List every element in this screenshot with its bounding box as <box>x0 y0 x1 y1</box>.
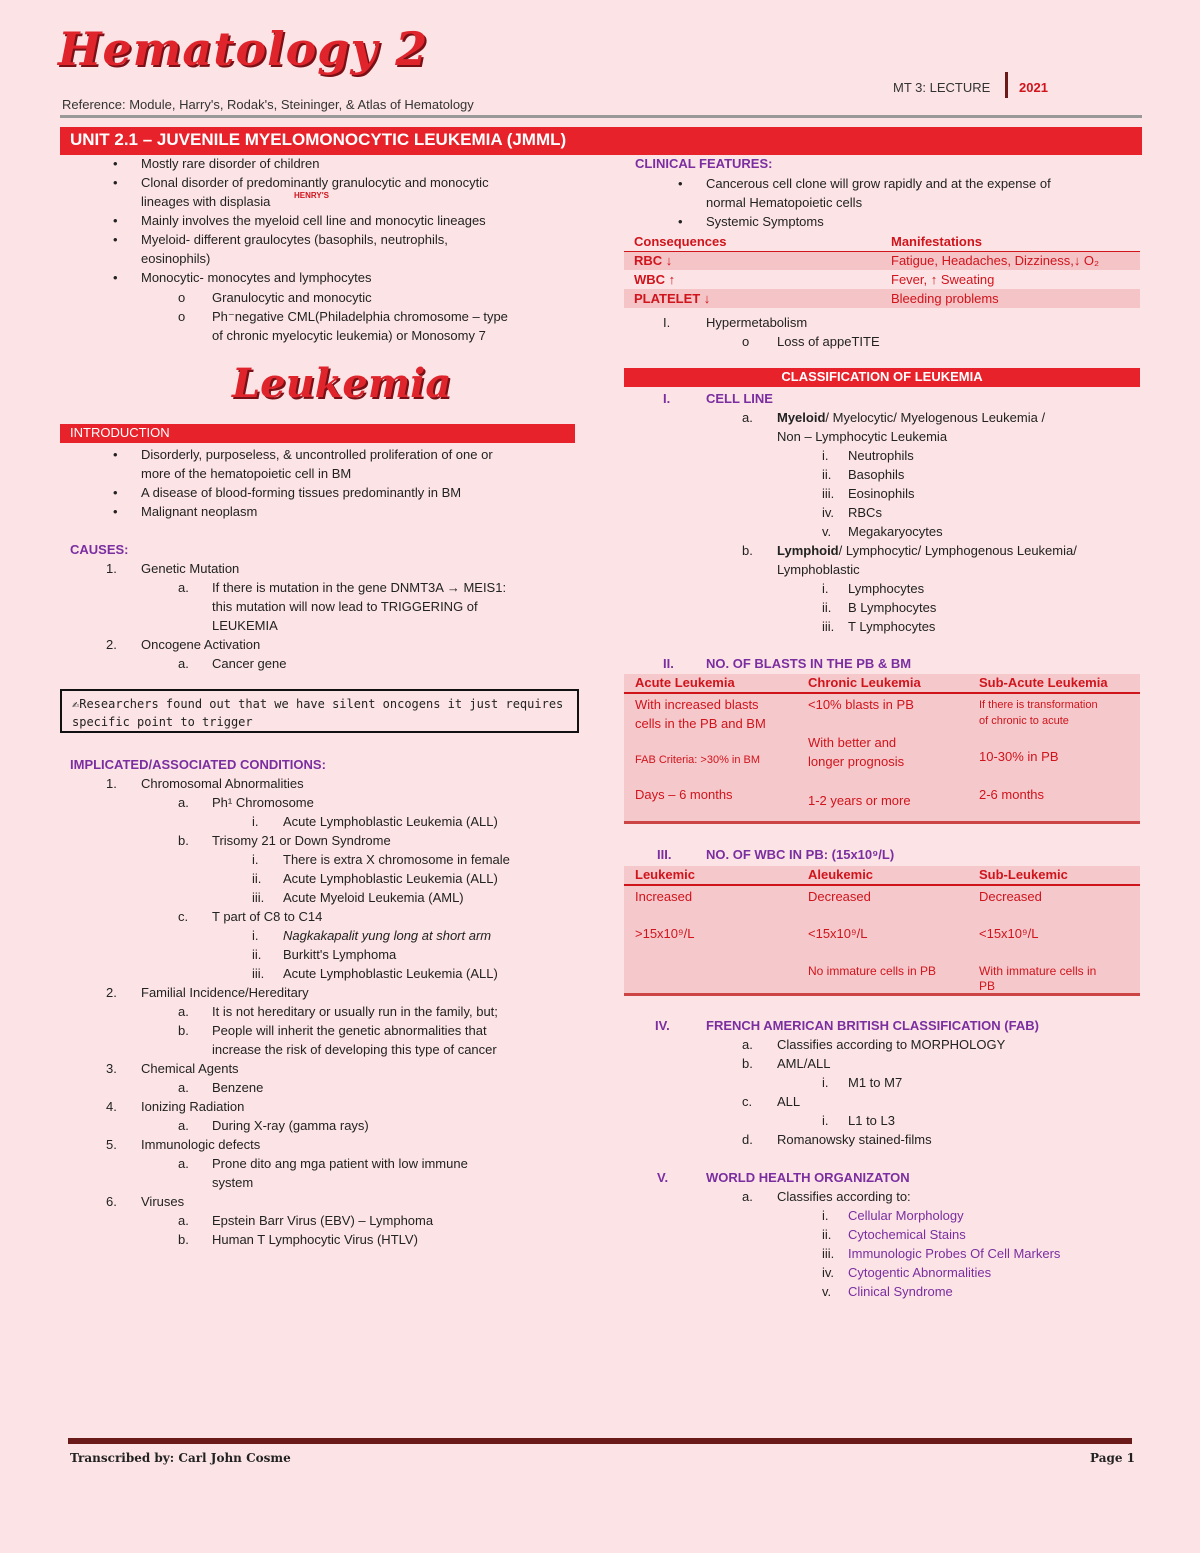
jmml-bullet: lineages with displasia <box>141 194 271 209</box>
section-number: V. <box>657 1170 669 1185</box>
myeloid-subitem: Megakaryocytes <box>848 524 943 539</box>
list-marker: 4. <box>106 1099 117 1114</box>
hypermetabolism-item: Hypermetabolism <box>706 315 808 330</box>
implicated-item: T part of C8 to C14 <box>212 909 323 924</box>
causes-heading: CAUSES: <box>70 542 129 557</box>
list-marker: a. <box>178 1118 189 1133</box>
list-marker: ii. <box>252 947 262 962</box>
list-marker: iii. <box>822 619 835 634</box>
header-divider <box>1005 72 1008 98</box>
who-subitem: Cytochemical Stains <box>848 1227 966 1242</box>
list-marker: v. <box>822 524 832 539</box>
list-marker: i. <box>822 448 829 463</box>
list-marker: b. <box>178 833 189 848</box>
implicated-item: increase the risk of developing this type of cancer <box>212 1042 497 1057</box>
loss-of-appetite-item: Loss of appeTITE <box>777 334 880 349</box>
implicated-item: Ionizing Radiation <box>141 1099 245 1114</box>
year-label: 2021 <box>1019 80 1048 95</box>
implicated-item: Ph¹ Chromosome <box>212 795 314 810</box>
list-marker: v. <box>822 1284 832 1299</box>
implicated-item: Viruses <box>141 1194 185 1209</box>
lymphoid-subitem: Lymphocytes <box>848 581 925 596</box>
intro-bullet: • Disorderly, purposeless, & uncontrolled proliferation of one or <box>141 446 493 463</box>
blasts-header-subacute: Sub-Acute Leukemia <box>979 675 1108 690</box>
list-marker: ii. <box>252 871 262 886</box>
who-heading: WORLD HEALTH ORGANIZATON <box>706 1170 910 1185</box>
implicated-item: Chemical Agents <box>141 1061 239 1076</box>
implicated-item: Human T Lymphocytic Virus (HTLV) <box>212 1232 418 1247</box>
list-marker: a. <box>742 1189 753 1204</box>
fab-item: Classifies according to MORPHOLOGY <box>777 1037 1006 1052</box>
wbc-cell: Increased <box>635 889 693 904</box>
list-marker: 2. <box>106 637 117 652</box>
list-marker: a. <box>178 580 189 595</box>
jmml-bullet: • Myeloid- different graulocytes (basophils, neutrophils, <box>141 231 448 248</box>
implicated-item: Trisomy 21 or Down Syndrome <box>212 833 391 848</box>
blasts-heading: NO. OF BLASTS IN THE PB & BM <box>706 656 912 671</box>
jmml-bullet: • Mainly involves the myeloid cell line and monocytic lineages <box>141 212 486 229</box>
wbc-cell: With immature cells in <box>979 964 1097 978</box>
clinical-bullet: normal Hematopoietic cells <box>706 195 863 210</box>
list-marker: iv. <box>822 505 835 520</box>
list-marker: b. <box>178 1023 189 1038</box>
wbc-cell: Decreased <box>979 889 1042 904</box>
fab-item: M1 to M7 <box>848 1075 903 1090</box>
unit-title-bar: UNIT 2.1 – JUVENILE MYELOMONOCYTIC LEUKEMIA (JMML) <box>60 127 1142 155</box>
implicated-item: Familial Incidence/Hereditary <box>141 985 309 1000</box>
consequences-table <box>624 232 1140 308</box>
introduction-bar: INTRODUCTION <box>60 424 575 443</box>
myeloid-desc: / Myelocytic/ Myelogenous Leukemia / <box>825 410 1046 425</box>
list-marker: a. <box>178 1156 189 1171</box>
header-rule <box>60 115 1142 118</box>
implicated-item: Acute Lymphoblastic Leukemia (ALL) <box>283 814 498 829</box>
blasts-cell: of chronic to acute <box>979 715 1069 727</box>
list-marker: b. <box>742 543 753 558</box>
transcribed-by: Transcribed by: Carl John Cosme <box>70 1451 291 1465</box>
wbc-header-rule <box>624 884 1140 886</box>
list-marker: a. <box>178 656 189 671</box>
list-marker: d. <box>742 1132 753 1147</box>
list-marker: 5. <box>106 1137 117 1152</box>
blasts-cell: With better and <box>808 735 897 750</box>
implicated-item: Burkitt's Lymphoma <box>283 947 397 962</box>
myeloid-subitem: RBCs <box>848 505 882 520</box>
myeloid-desc-cont: Non – Lymphocytic Leukemia <box>777 429 948 444</box>
jmml-bullet: • Mostly rare disorder of children <box>141 155 319 172</box>
wbc-cell: Decreased <box>808 889 871 904</box>
implicated-item: Chromosomal Abnormalities <box>141 776 304 791</box>
list-marker: b. <box>178 1232 189 1247</box>
list-marker: a. <box>178 795 189 810</box>
jmml-sub-item: Ph⁻negative CML(Philadelphia chromosome – type <box>212 309 508 324</box>
blasts-cell: <10% blasts in PB <box>808 697 914 712</box>
fab-item: ALL <box>777 1094 801 1109</box>
section-number: II. <box>663 656 674 671</box>
implicated-item: There is extra X chromosome in female <box>283 852 510 867</box>
who-subitem: Cellular Morphology <box>848 1208 964 1223</box>
lymphoid-item <box>777 542 1077 559</box>
blasts-cell: 1-2 years or more <box>808 793 911 808</box>
blasts-header-acute: Acute Leukemia <box>635 675 735 690</box>
cause-item: Genetic Mutation <box>141 561 240 576</box>
sub-bullet-marker: o <box>178 290 186 305</box>
myeloid-item <box>777 409 1045 426</box>
implicated-item: Benzene <box>212 1080 264 1095</box>
lymphoid-subitem: B Lymphocytes <box>848 600 937 615</box>
leukemia-heading: Leukemia <box>232 360 452 407</box>
implicated-item: During X-ray (gamma rays) <box>212 1118 369 1133</box>
cause-item: LEUKEMIA <box>212 618 278 633</box>
intro-bullet: • A disease of blood-forming tissues predominantly in BM <box>141 484 461 501</box>
implicated-item: Acute Lymphoblastic Leukemia (ALL) <box>283 966 498 981</box>
cell-manifestation: Fatigue, Headaches, Dizziness,↓ O₂ <box>881 251 1140 270</box>
list-marker: i. <box>822 1075 829 1090</box>
footer-rule <box>68 1438 1132 1444</box>
blasts-cell: FAB Criteria: >30% in BM <box>635 754 761 766</box>
course-label: MT 3: LECTURE <box>893 80 991 95</box>
myeloid-label: Myeloid <box>777 410 826 425</box>
list-marker: iii. <box>822 1246 835 1261</box>
list-marker: a. <box>178 1004 189 1019</box>
header-manifestations: Manifestations <box>881 232 1140 251</box>
list-marker: I. <box>663 315 671 330</box>
cause-item: Cancer gene <box>212 656 287 671</box>
myeloid-subitem: Eosinophils <box>848 486 915 501</box>
myeloid-subitem: Basophils <box>848 467 905 482</box>
wbc-heading: NO. OF WBC IN PB: (15x10⁹/L) <box>706 847 895 862</box>
implicated-heading: IMPLICATED/ASSOCIATED CONDITIONS: <box>70 757 326 772</box>
section-number: IV. <box>655 1018 670 1033</box>
list-marker: a. <box>178 1080 189 1095</box>
jmml-bullet: • Monocytic- monocytes and lymphocytes <box>141 269 371 286</box>
blasts-cell: If there is transformation <box>979 699 1098 711</box>
list-marker: 1. <box>106 776 117 791</box>
fab-item: AML/ALL <box>777 1056 831 1071</box>
implicated-item: Acute Myeloid Leukemia (AML) <box>283 890 464 905</box>
lymphoid-subitem: T Lymphocytes <box>848 619 936 634</box>
blasts-header-rule <box>624 692 1140 694</box>
clinical-bullet: • Systemic Symptoms <box>706 213 824 230</box>
list-marker: i. <box>252 814 259 829</box>
list-marker: o <box>742 334 750 349</box>
list-marker: a. <box>178 1213 189 1228</box>
blasts-cell: 2-6 months <box>979 787 1045 802</box>
classification-bar: CLASSIFICATION OF LEUKEMIA <box>624 368 1140 387</box>
list-marker: ii. <box>822 467 832 482</box>
who-subitem: Clinical Syndrome <box>848 1284 953 1299</box>
fab-heading: FRENCH AMERICAN BRITISH CLASSIFICATION (FAB) <box>706 1018 1039 1033</box>
lymphoid-label: Lymphoid <box>777 543 839 558</box>
cell-manifestation: Fever, ↑ Sweating <box>891 272 995 287</box>
cell-consequence: PLATELET ↓ <box>624 289 881 308</box>
blasts-cell: cells in the PB and BM <box>635 716 766 731</box>
list-marker: iv. <box>822 1265 835 1280</box>
blasts-cell: longer prognosis <box>808 754 905 769</box>
list-marker: 3. <box>106 1061 117 1076</box>
cell-consequence: RBC ↓ <box>624 251 881 270</box>
wbc-header-aleukemic: Aleukemic <box>808 867 874 882</box>
table-header-row <box>624 232 1140 251</box>
who-subitem: Cytogentic Abnormalities <box>848 1265 992 1280</box>
blasts-cell: 10-30% in PB <box>979 749 1059 764</box>
who-subitem: Immunologic Probes Of Cell Markers <box>848 1246 1061 1261</box>
list-marker: iii. <box>252 966 265 981</box>
wbc-cell: <15x10⁹/L <box>979 926 1039 941</box>
list-marker: i. <box>252 928 259 943</box>
document-title: Hematology 2 <box>58 22 429 76</box>
jmml-bullet: • Clonal disorder of predominantly granulocytic and monocytic <box>141 174 489 191</box>
list-marker: iii. <box>822 486 835 501</box>
blasts-cell: With increased blasts <box>635 697 759 712</box>
reference-line: Reference: Module, Harry's, Rodak's, Steininger, & Atlas of Hematology <box>62 97 474 112</box>
list-marker: ii. <box>822 1227 832 1242</box>
implicated-item: Prone dito ang mga patient with low immune <box>212 1156 468 1171</box>
implicated-item: Acute Lymphoblastic Leukemia (ALL) <box>283 871 498 886</box>
list-marker: 1. <box>106 561 117 576</box>
list-marker: i. <box>822 1208 829 1223</box>
page-number: Page 1 <box>1090 1451 1136 1465</box>
list-marker: a. <box>742 1037 753 1052</box>
table-row <box>624 251 1140 270</box>
lymphoid-desc: / Lymphocytic/ Lymphogenous Leukemia/ <box>838 543 1077 558</box>
henrys-superscript: HENRY'S <box>294 191 329 200</box>
list-marker: i. <box>822 581 829 596</box>
jmml-bullet: eosinophils) <box>141 251 211 266</box>
lymphoid-desc-cont: Lymphoblastic <box>777 562 860 577</box>
intro-bullet: • Malignant neoplasm <box>141 503 257 520</box>
implicated-item: Immunologic defects <box>141 1137 261 1152</box>
table-row <box>624 270 1140 289</box>
jmml-sub-item: of chronic myelocytic leukemia) or Monosomy 7 <box>212 328 486 343</box>
cause-item: If there is mutation in the gene DNMT3A → MEIS1: <box>212 580 507 595</box>
cell-manifestation: Bleeding problems <box>881 289 1140 308</box>
clinical-bullet: • Cancerous cell clone will grow rapidly and at the expense of <box>706 175 1051 192</box>
fab-item: Romanowsky stained-films <box>777 1132 932 1147</box>
blasts-header-chronic: Chronic Leukemia <box>808 675 921 690</box>
fab-item: L1 to L3 <box>848 1113 895 1128</box>
wbc-cell: <15x10⁹/L <box>808 926 868 941</box>
who-item: Classifies according to: <box>777 1189 911 1204</box>
wbc-cell: PB <box>979 979 996 993</box>
cell-line-heading: CELL LINE <box>706 391 773 406</box>
implicated-item: It is not hereditary or usually run in the family, but; <box>212 1004 498 1019</box>
wbc-cell: No immature cells in PB <box>808 964 937 978</box>
list-marker: a. <box>742 410 753 425</box>
sub-bullet-marker: o <box>178 309 186 324</box>
blasts-cell: Days – 6 months <box>635 787 733 802</box>
clinical-heading: CLINICAL FEATURES: <box>635 156 773 171</box>
list-marker: i. <box>822 1113 829 1128</box>
researcher-note: ✍Researchers found out that we have silent oncogens it just requires specific point to trigger <box>60 689 579 733</box>
list-marker: ii. <box>822 600 832 615</box>
jmml-sub-item: Granulocytic and monocytic <box>212 290 372 305</box>
list-marker: 6. <box>106 1194 117 1209</box>
list-marker: c. <box>742 1094 753 1109</box>
wbc-cell: >15x10⁹/L <box>635 926 695 941</box>
header-consequences: Consequences <box>624 232 881 251</box>
wbc-header-leukemic: Leukemic <box>635 867 695 882</box>
list-marker: i. <box>252 852 259 867</box>
list-marker: c. <box>178 909 189 924</box>
implicated-item: Nagkakapalit yung long at short arm <box>283 928 492 943</box>
list-marker: b. <box>742 1056 753 1071</box>
implicated-item: People will inherit the genetic abnormalities that <box>212 1023 487 1038</box>
intro-bullet: more of the hematopoietic cell in BM <box>141 466 352 481</box>
table-row <box>624 289 1140 308</box>
cell-consequence: WBC ↑ <box>634 272 676 287</box>
myeloid-subitem: Neutrophils <box>848 448 914 463</box>
implicated-item: system <box>212 1175 254 1190</box>
list-marker: iii. <box>252 890 265 905</box>
implicated-item: Epstein Barr Virus (EBV) – Lymphoma <box>212 1213 434 1228</box>
list-marker: 2. <box>106 985 117 1000</box>
section-number: III. <box>657 847 672 862</box>
section-number: I. <box>663 391 671 406</box>
cause-item: this mutation will now lead to TRIGGERING of <box>212 599 478 614</box>
cause-item: Oncogene Activation <box>141 637 261 652</box>
wbc-header-subleukemic: Sub-Leukemic <box>979 867 1068 882</box>
